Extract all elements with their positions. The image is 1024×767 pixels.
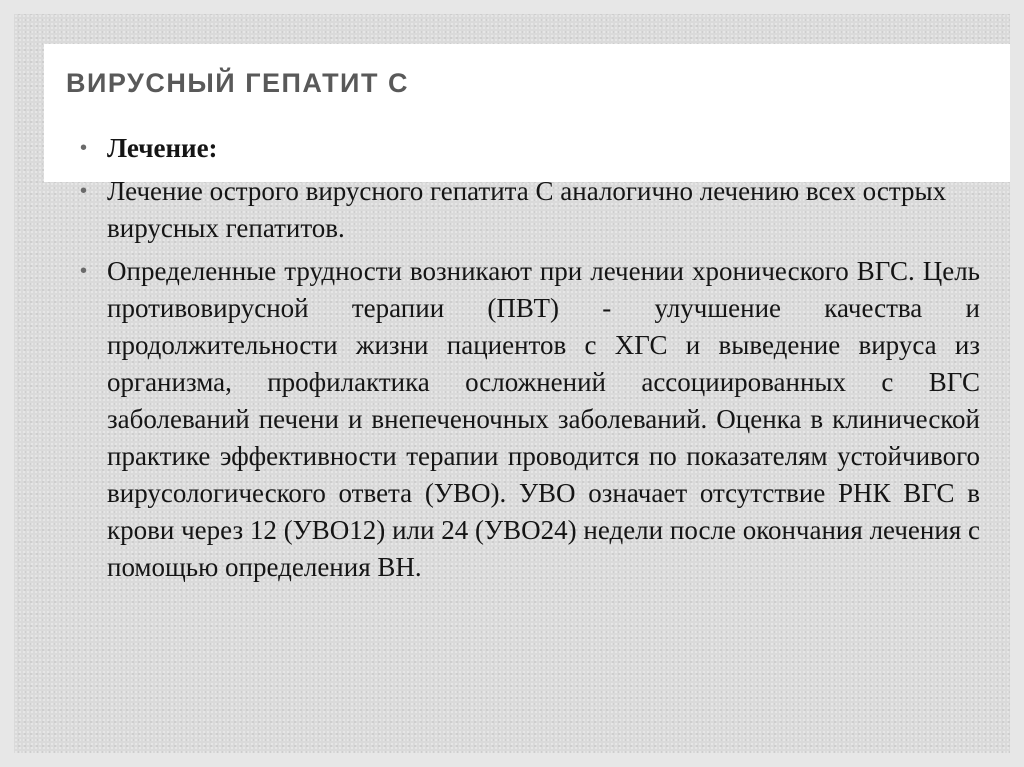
acute-treatment-text: Лечение острого вирусного гепатита С аналогично лечению всех острых вирусных гепатитов. — [107, 176, 947, 243]
treatment-heading: Лечение: — [107, 133, 218, 163]
slide-title: ВИРУСНЫЙ ГЕПАТИТ С — [66, 68, 409, 98]
list-item — [80, 173, 980, 247]
bullet-icon: • — [80, 180, 88, 202]
list-item — [80, 130, 980, 167]
list-item — [80, 253, 980, 586]
chronic-treatment-text: Определенные трудности возникают при лечении хронического ВГС. Цель противовирусной терапии (ПВТ) - улучшение качества и продолжительности жизни пациентов с ХГС и выведение вируса из организма, профилактика осложнений ассоциированных с ВГС заболеваний печени и внепеченочных заболеваний. Оценка в клинической практике эффективности терапии проводится по показателям устойчивого вирусологического ответа (УВО). УВО означает отсутствие РНК ВГС в крови через 12 (УВО12) или 24 (УВО24) недели после окончания лечения с помощью определения ВН. — [107, 256, 980, 582]
bullet-icon: • — [80, 260, 88, 282]
bullet-list — [80, 130, 980, 592]
bullet-icon: • — [80, 137, 88, 159]
